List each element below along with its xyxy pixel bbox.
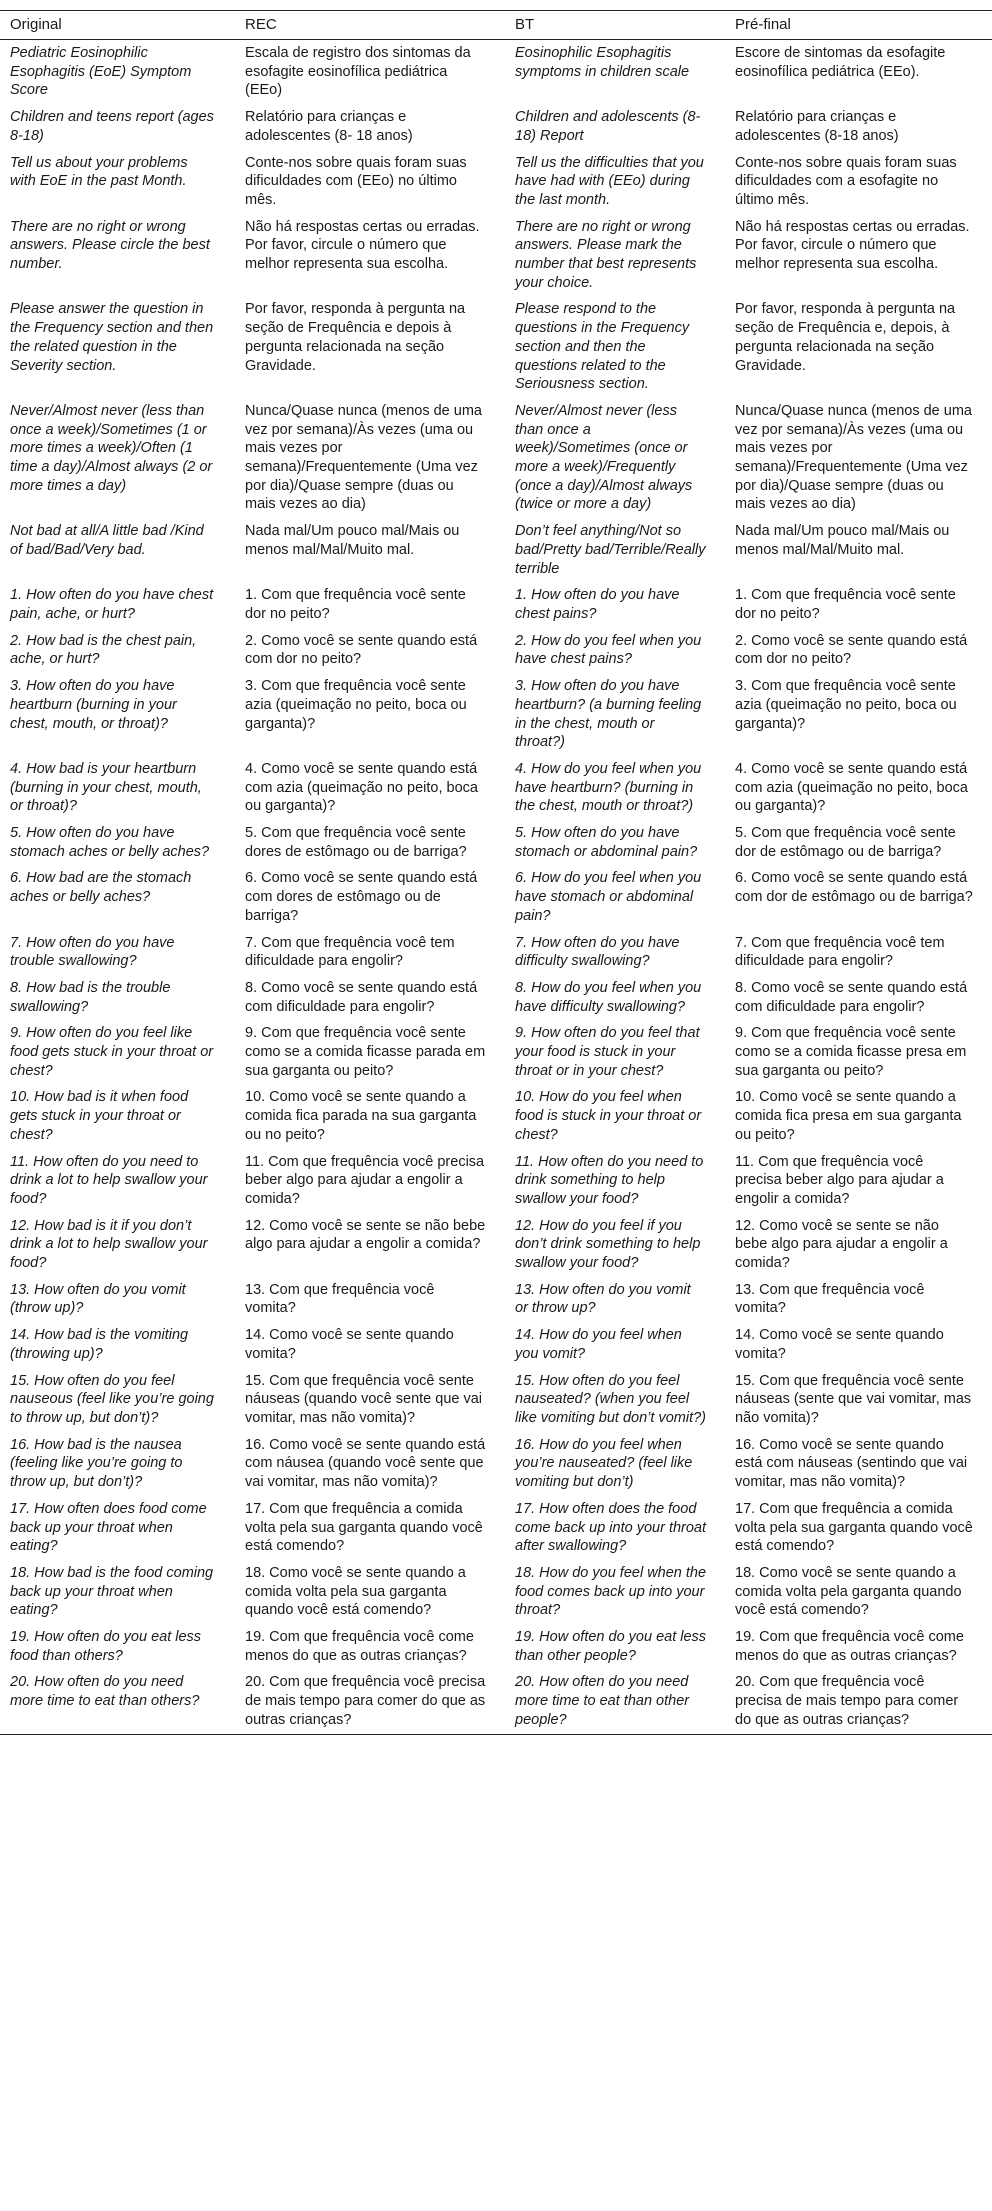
pre-final-cell: 19. Com que frequência você come menos do que as outras crianças? [735,1629,964,1664]
table-row [0,1084,992,1148]
table-row [0,1213,992,1277]
bt-cell: 18. How do you feel when the food comes back up into your throat? [515,1564,707,1619]
bt-cell: 2. How do you feel when you have chest pains? [515,632,702,668]
table-row [0,1496,992,1560]
pre-final-cell: 11. Com que frequência você precisa beber algo para ajudar a engolir a comida? [735,1153,944,1207]
bt-cell: 20. How often do you need more time to eat than other people? [505,1669,725,1734]
pre-final-cell: Nunca/Quase nunca (menos de uma vez por semana)/Às vezes (uma ou mais vezes por semana)/Frequentemente (Uma vez por dia)/Quase sempre (duas ou mais vezes ao dia) [735,402,972,513]
table-body [0,40,992,1735]
bt-cell: There are no right or wrong answers. Please mark the number that best represents your choice. [515,218,697,291]
pre-final-cell: Por favor, responda à pergunta na seção de Frequência e, depois, à pergunta relacionada na seção Gravidade. [735,301,956,374]
pre-final-cell: 9. Com que frequência você sente como se a comida ficasse presa em sua garganta ou peito? [735,1025,967,1079]
bt-cell: 10. How do you feel when food is stuck in your throat or chest? [515,1089,702,1143]
pre-final-cell: 13. Com que frequência você vomita? [735,1281,925,1317]
original-cell: 5. How often do you have stomach aches or belly aches? [10,825,210,860]
rec-cell: 20. Com que frequência você precisa de mais tempo para comer do que as outras crianças? [235,1669,505,1734]
original-cell: 2. How bad is the chest pain, ache, or hurt? [10,632,197,668]
original-cell: There are no right or wrong answers. Please circle the best number. [10,218,210,273]
rec-cell: Relatório para crianças e adolescentes (8- 18 anos) [245,109,413,144]
pre-final-cell: Nada mal/Um pouco mal/Mais ou menos mal/Mal/Muito mal. [735,523,950,558]
original-cell: Never/Almost never (less than once a week)/Sometimes (1 or more times a week)/Often (1 time a day)/Almost always (2 or more times a day) [10,402,213,494]
table-row [0,1669,992,1734]
pre-final-cell: 17. Com que frequência a comida volta pela sua garganta quando você está comendo? [735,1500,973,1555]
rec-cell: Nada mal/Um pouco mal/Mais ou menos mal/Mal/Muito mal. [245,523,460,558]
bt-cell: Please respond to the questions in the Frequency section and then the questions related to the Seriousness section. [515,301,690,393]
bt-cell: 15. How often do you feel nauseated? (when you feel like vomiting but don’t vomit?) [515,1372,706,1426]
rec-cell: 6. Como você se sente quando está com dores de estômago ou de barriga? [245,870,478,924]
original-cell: 10. How bad is it when food gets stuck in your throat or chest? [10,1089,189,1143]
header-pre-final: Pré-final [725,11,992,40]
pre-final-cell: 5. Com que frequência você sente dor de estômago ou de barriga? [735,825,956,860]
rec-cell: Por favor, responda à pergunta na seção de Frequência e depois à pergunta relacionada na seção Gravidade. [245,301,466,374]
table-row [0,930,992,975]
table-row [0,1020,992,1084]
original-cell: 8. How bad is the trouble swallowing? [10,979,171,1015]
table-row [0,1624,992,1669]
pre-final-cell: 7. Com que frequência você tem dificuldade para engolir? [735,934,945,970]
rec-cell: 5. Com que frequência você sente dores de estômago ou de barriga? [245,825,467,860]
bt-cell: 9. How often do you feel that your food is stuck in your throat or in your chest? [515,1025,700,1079]
original-cell: Pediatric Eosinophilic Esophagitis (EoE) Symptom Score [10,45,192,99]
original-cell: 4. How bad is your heartburn (burning in your chest, mouth, or throat)? [10,760,202,815]
table-row [0,518,992,582]
original-cell: Tell us about your problems with EoE in the past Month. [10,154,188,190]
bt-cell: 19. How often do you eat less than other people? [515,1629,707,1664]
table-row [0,582,992,627]
bt-cell: 3. How often do you have heartburn? (a burning feeling in the chest, mouth or throat?) [515,678,702,751]
rec-cell: 1. Com que frequência você sente dor no peito? [245,587,466,622]
bt-cell: Tell us the difficulties that you have had with (EEo) during the last month. [515,154,704,208]
original-cell: Children and teens report (ages 8-18) [10,109,214,144]
rec-cell: 2. Como você se sente quando está com dor no peito? [245,632,478,668]
bt-cell: Never/Almost never (less than once a week)/Sometimes (once or more a week)/Frequently (once a day)/Almost always (twice or more a day) [515,402,693,513]
pre-final-cell: 2. Como você se sente quando está com dor no peito? [735,632,968,668]
original-cell: 17. How often does food come back up your throat when eating? [10,1500,207,1555]
pre-final-cell: 18. Como você se sente quando a comida volta pela garganta quando você está comendo? [735,1564,962,1619]
bt-cell: Eosinophilic Esophagitis symptoms in children scale [515,45,690,80]
bt-cell: 6. How do you feel when you have stomach or abdominal pain? [515,870,702,924]
original-cell: 12. How bad is it if you don’t drink a lot to help swallow your food? [10,1217,208,1272]
rec-cell: 4. Como você se sente quando está com azia (queimação no peito, boca ou garganta)? [245,760,478,815]
original-cell: Not bad at all/A little bad /Kind of bad/Bad/Very bad. [10,523,204,558]
rec-cell: Nunca/Quase nunca (menos de uma vez por semana)/Às vezes (uma ou mais vezes por semana)/Frequentemente (Uma vez por dia)/Quase sempre (duas ou mais vezes ao dia) [245,402,482,513]
pre-final-cell: Relatório para crianças e adolescentes (8-18 anos) [735,109,899,144]
table-row [0,673,992,756]
rec-cell: 3. Com que frequência você sente azia (queimação no peito, boca ou garganta)? [245,678,467,732]
rec-cell: 12. Como você se sente se não bebe algo para ajudar a engolir a comida? [245,1217,486,1253]
pre-final-cell: Escore de sintomas da esofagite eosinofílica pediátrica (EEo). [735,45,946,80]
translation-table [0,10,992,1735]
pre-final-cell: 16. Como você se sente quando está com náuseas (sentindo que vai vomitar, mas não vomita)? [735,1436,968,1491]
table-row [0,1368,992,1432]
original-cell: 14. How bad is the vomiting (throwing up)? [10,1327,189,1362]
original-cell: 6. How bad are the stomach aches or belly aches? [10,870,192,906]
table-row [0,40,992,105]
rec-cell: 18. Como você se sente quando a comida volta pela sua garganta quando você está comendo? [245,1564,466,1619]
table-row [0,214,992,297]
original-cell: 9. How often do you feel like food gets stuck in your throat or chest? [10,1025,214,1079]
rec-cell: 11. Com que frequência você precisa beber algo para ajudar a engolir a comida? [245,1153,485,1207]
rec-cell: Escala de registro dos sintomas da esofagite eosinofílica pediátrica (EEo) [245,45,471,99]
rec-cell: 16. Como você se sente quando está com náusea (quando você sente que vai vomitar, mas não vomita)? [245,1436,486,1491]
rec-cell: 13. Com que frequência você vomita? [245,1281,435,1317]
pre-final-cell: 10. Como você se sente quando a comida fica presa em sua garganta ou peito? [735,1089,962,1143]
table-row [0,398,992,518]
table-header [0,11,992,40]
bt-cell: 8. How do you feel when you have difficulty swallowing? [515,979,702,1015]
header-bt: BT [505,11,725,40]
table-row [0,975,992,1020]
pre-final-cell: Conte-nos sobre quais foram suas dificuldades com a esofagite no último mês. [735,154,957,208]
bt-cell: 17. How often does the food come back up into your throat after swallowing? [515,1500,707,1555]
rec-cell: 7. Com que frequência você tem dificuldade para engolir? [245,934,455,970]
pre-final-cell: 8. Como você se sente quando está com dificuldade para engolir? [735,979,968,1015]
pre-final-cell: Não há respostas certas ou erradas. Por favor, circule o número que melhor representa sua escolha. [735,218,970,273]
original-cell: 11. How often do you need to drink a lot to help swallow your food? [10,1153,208,1207]
rec-cell: Conte-nos sobre quais foram suas dificuldades com (EEo) no último mês. [245,154,467,208]
bt-cell: 11. How often do you need to drink something to help swallow your food? [515,1153,704,1207]
rec-cell: 17. Com que frequência a comida volta pela sua garganta quando você está comendo? [245,1500,483,1555]
rec-cell: 9. Com que frequência você sente como se a comida ficasse parada em sua garganta ou peito? [245,1025,486,1079]
bt-cell: 7. How often do you have difficulty swallowing? [515,934,680,970]
pre-final-cell: 20. Com que frequência você precisa de mais tempo para comer do que as outras crianças? [725,1669,992,1734]
table-row [0,1560,992,1624]
original-cell: 15. How often do you feel nauseous (feel like you’re going to throw up, but don’t)? [10,1372,214,1426]
original-cell: 16. How bad is the nausea (feeling like you’re going to throw up, but don’t)? [10,1436,183,1491]
original-cell: 3. How often do you have heartburn (burning in your chest, mouth, or throat)? [10,678,177,732]
pre-final-cell: 15. Com que frequência você sente náuseas (sente que vai vomitar, mas não vomita)? [735,1372,972,1426]
pre-final-cell: 6. Como você se sente quando está com dor de estômago ou de barriga? [735,870,973,906]
original-cell: Please answer the question in the Frequency section and then the related question in the Severity section. [10,301,214,374]
bt-cell: Don’t feel anything/Not so bad/Pretty bad/Terrible/Really terrible [515,523,706,577]
rec-cell: 14. Como você se sente quando vomita? [245,1327,454,1362]
bt-cell: 12. How do you feel if you don’t drink something to help swallow your food? [515,1217,701,1272]
bt-cell: 4. How do you feel when you have heartburn? (burning in the chest, mouth or throat?) [515,760,702,815]
table-row [0,865,992,929]
original-cell: 20. How often do you need more time to eat than others? [0,1669,235,1734]
bt-cell: 14. How do you feel when you vomit? [515,1327,682,1362]
original-cell: 19. How often do you eat less food than others? [10,1629,202,1664]
table-row [0,1149,992,1213]
original-cell: 18. How bad is the food coming back up your throat when eating? [10,1564,214,1619]
table-row [0,820,992,865]
original-cell: 1. How often do you have chest pain, ache, or hurt? [10,587,214,622]
table-row [0,1277,992,1322]
header-row [0,11,992,40]
bt-cell: Children and adolescents (8-18) Report [515,109,701,144]
table-row [0,104,992,149]
pre-final-cell: 3. Com que frequência você sente azia (queimação no peito, boca ou garganta)? [735,678,957,732]
original-cell: 7. How often do you have trouble swallowing? [10,934,175,970]
header-original: Original [0,11,235,40]
rec-cell: Não há respostas certas ou erradas. Por favor, circule o número que melhor representa sua escolha. [245,218,480,273]
bt-cell: 5. How often do you have stomach or abdominal pain? [515,825,698,860]
original-cell: 13. How often do you vomit (throw up)? [10,1281,186,1317]
rec-cell: 15. Com que frequência você sente náuseas (quando você sente que vai vomitar, mas não vomita)? [245,1372,483,1426]
pre-final-cell: 14. Como você se sente quando vomita? [735,1327,944,1362]
bt-cell: 16. How do you feel when you’re nauseated? (feel like vomiting but don’t) [515,1436,693,1491]
table-row [0,1432,992,1496]
pre-final-cell: 1. Com que frequência você sente dor no peito? [735,587,956,622]
pre-final-cell: 4. Como você se sente quando está com azia (queimação no peito, boca ou garganta)? [735,760,968,815]
bt-cell: 1. How often do you have chest pains? [515,587,680,622]
header-rec: REC [235,11,505,40]
rec-cell: 19. Com que frequência você come menos do que as outras crianças? [245,1629,474,1664]
table-row [0,756,992,820]
pre-final-cell: 12. Como você se sente se não bebe algo para ajudar a engolir a comida? [735,1217,948,1272]
table-row [0,150,992,214]
table-row [0,628,992,673]
table-row [0,1322,992,1367]
bt-cell: 13. How often do you vomit or throw up? [515,1281,691,1317]
table-row [0,296,992,398]
rec-cell: 10. Como você se sente quando a comida fica parada na sua garganta ou no peito? [245,1089,477,1143]
rec-cell: 8. Como você se sente quando está com dificuldade para engolir? [245,979,478,1015]
